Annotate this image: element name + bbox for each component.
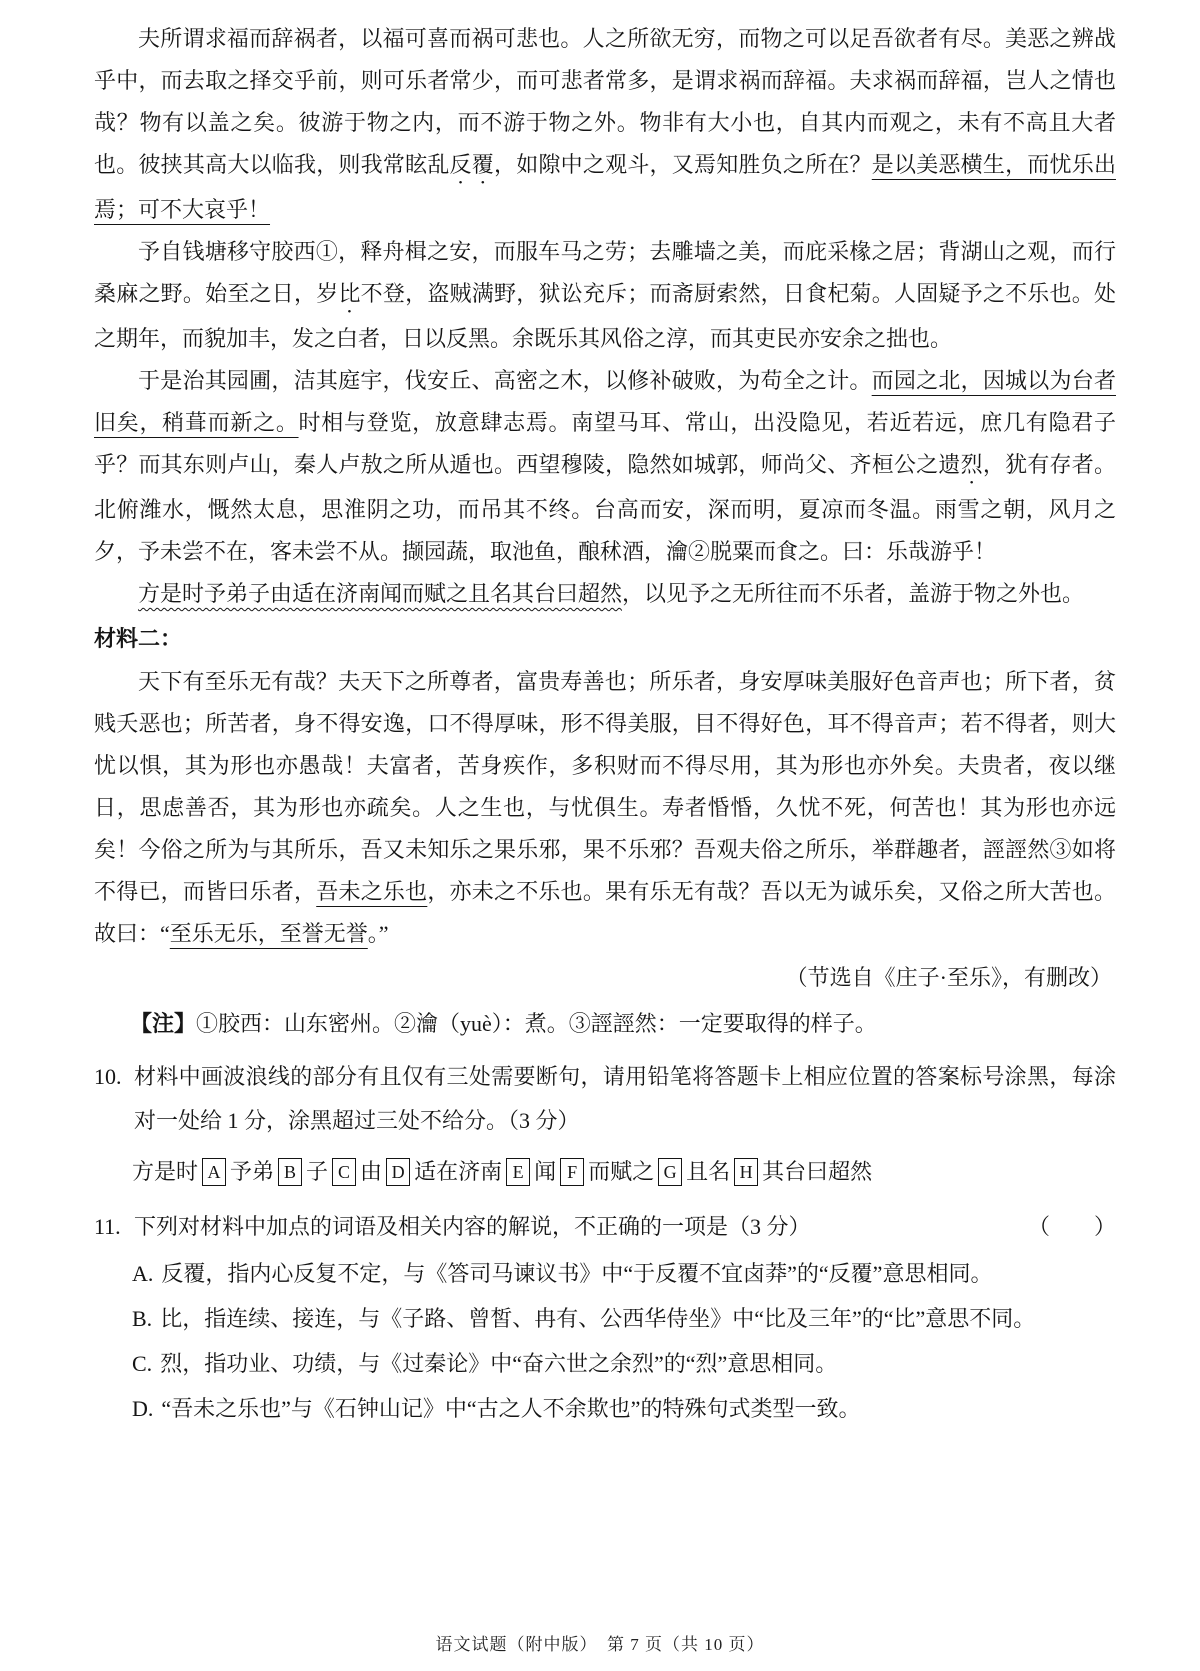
material-2-passage [94, 661, 1116, 955]
question-10-segmentation-line: 方是时 A 予弟 B 子 C 由 D 适在济南 E 闻 F 而赋之 G 且名 H 其台曰超然 [132, 1159, 873, 1184]
material1-paragraph-4: 方是时予弟子由适在济南闻而赋之且名其台曰超然，以见予之无所往而不乐者，盖游于物之外也。 [138, 581, 1085, 606]
option-d [132, 1386, 1116, 1431]
material2-paragraph-1: 天下有至乐无有哉？夫天下之所尊者，富贵寿善也；所乐者，身安厚味美服好色音声也；所下者，贫贱夭恶也；所苦者，身不得安逸，口不得厚味，形不得美服，目不得好色，耳不得音声；若不得者，则大忧以惧，其为形也亦愚哉！夫富者，苦身疾作，多积财而不得尽用，其为形也亦外矣。夫贵者，夜以继日，思虑善否，其为形也亦疏矣。人之生也，与忧俱生。寿者惛惛，久忧不死，何苦也！其为形也亦远矣！今俗之所为与其所乐，吾又未知乐之果乐邪，果不乐邪？吾观夫俗之所乐，举群趣者，誙誙然③如将不得已，而皆曰乐者，吾未之乐也，亦未之不乐也。果有乐无有哉？吾以无为诚乐矣，又俗之所大苦也。故曰：“至乐无乐，至誉无誉。” [94, 669, 1116, 946]
question-11-number: 11. [94, 1214, 121, 1239]
option-a-label: A. [132, 1261, 154, 1286]
option-c-text: 烈，指功业、功绩，与《过秦论》中“奋六世之余烈”的“烈”意思相同。 [160, 1351, 838, 1376]
option-b-label: B. [132, 1306, 153, 1331]
question-11 [94, 1205, 1116, 1249]
option-b-text: 比，指连续、接连，与《子路、曾皙、冉有、公西华侍坐》中“比及三年”的“比”意思不同。 [160, 1306, 1036, 1331]
option-b [132, 1296, 1116, 1341]
footnote-label: 【注】 [130, 1011, 197, 1036]
page-footer: 语文试题（附中版） 第 7 页（共 10 页） [435, 1635, 765, 1654]
option-a-text: 反覆，指内心反复不定，与《答司马谏议书》中“于反覆不宜卤莽”的“反覆”意思相同。 [161, 1261, 993, 1286]
material1-paragraph-3: 于是治其园圃，洁其庭宇，伐安丘、高密之木，以修补破败，为苟全之计。而园之北，因城以为台者旧矣，稍葺而新之。时相与登览，放意肆志焉。南望马耳、常山，出没隐见，若近若远，庶几有隐君子乎？而其东则卢山，秦人卢敖之所从遁也。西望穆陵，隐然如城郭，师尚父、齐桓公之遗烈，犹有存者。北俯潍水，慨然太息，思淮阴之功，而吊其不终。台高而安，深而明，夏凉而冬温。雨雪之朝，风月之夕，予未尝不在，客未尝不从。撷园蔬，取池鱼，酿秫酒，瀹②脱粟而食之。曰：乐哉游乎！ [94, 368, 1116, 564]
footnote-line [94, 1001, 1116, 1047]
material1-paragraph-2: 予自钱塘移守胶西①，释舟楫之安，而服车马之劳；去雕墙之美，而庇采椽之居；背湖山之观，而行桑麻之野。始至之日，岁比不登，盗贼满野，狱讼充斥；而斋厨索然，日食杞菊。人固疑予之不乐也。处之期年，而貌加丰，发之白者，日以反黑。余既乐其风俗之淳，而其吏民亦安余之拙也。 [94, 239, 1116, 351]
question-10 [94, 1055, 1116, 1143]
material-2-heading: 材料二： [94, 626, 183, 651]
question-11-options [94, 1251, 1116, 1431]
question-11-stem: 下列对材料中加点的词语及相关内容的解说，不正确的一项是（3 分） [134, 1214, 811, 1239]
option-c [132, 1341, 1116, 1386]
material1-paragraph-1: 夫所谓求福而辞祸者，以福可喜而祸可悲也。人之所欲无穷，而物之可以足吾欲者有尽。美恶之辨战乎中，而去取之择交乎前，则可乐者常少，而可悲者常多，是谓求祸而辞福。夫求祸而辞福，岂人之情也哉？物有以盖之矣。彼游于物之内，而不游于物之外。物非有大小也，自其内而观之，未有不高且大者也。彼挟其高大以临我，则我常眩乱反覆，如隙中之观斗，又焉知胜负之所在？是以美恶横生，而忧乐出焉；可不大哀乎！ [94, 26, 1116, 222]
option-d-label: D. [132, 1396, 154, 1421]
option-d-text: “吾未之乐也”与《石钟山记》中“古之人不余欺也”的特殊句式类型一致。 [161, 1396, 861, 1421]
footnote-text: ①胶西：山东密州。②瀹（yuè）：煮。③誙誙然：一定要取得的样子。 [196, 1011, 877, 1036]
question-10-text: 材料中画波浪线的部分有且仅有三处需要断句，请用铅笔将答题卡上相应位置的答案标号涂黑，每涂对一处给 1 分，涂黑超过三处不给分。（3 分） [134, 1064, 1116, 1133]
option-c-label: C. [132, 1351, 153, 1376]
answer-blank: （ ） [1027, 1214, 1116, 1239]
question-11-text [134, 1205, 1116, 1249]
question-10-number: 10. [94, 1064, 122, 1089]
source-attribution: （节选自《庄子·至乐》，有删改） [785, 965, 1112, 990]
option-a [132, 1251, 1116, 1296]
material-1-passage [94, 18, 1116, 615]
